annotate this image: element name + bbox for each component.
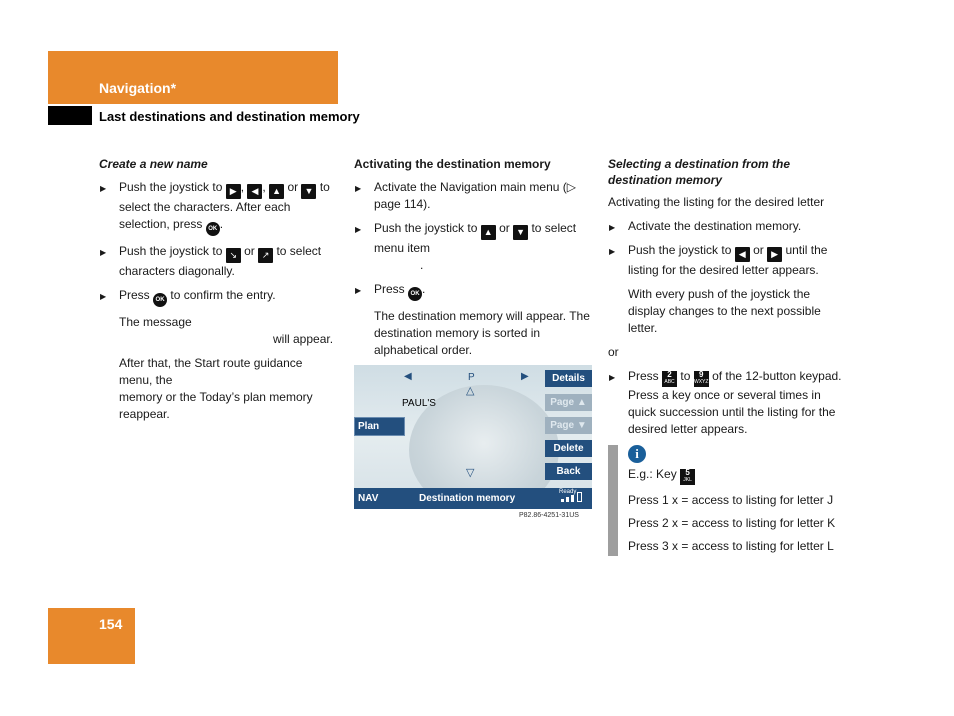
heading-create-name: Create a new name [99, 157, 208, 171]
destination-memory-screen [354, 365, 592, 509]
step-select-characters: ▶ Push the joystick to ▶ , ◀ , ▲ or ▼ to select the characters. After each selection, press OK . [99, 179, 339, 236]
listing-intro: Activating the listing for the desired letter [608, 195, 825, 209]
step-activate-memory: ▶ Activate the destination memory. [608, 218, 848, 235]
page-number: 154 [99, 616, 123, 632]
screen-title: Destination memory [419, 493, 516, 504]
column-activate-memory [354, 156, 594, 366]
back-button[interactable]: Back [545, 463, 592, 480]
step-push-joystick: ▶ Push the joystick to ◀ or ▶ until the listing for the desired letter appears. [608, 242, 848, 279]
heading-select-destination: Selecting a destination from the destination memory [608, 157, 791, 187]
ok-button-icon: OK [408, 287, 422, 301]
example-press-2: Press 2 x = access to listing for letter K [628, 516, 836, 530]
letter-left-arrow-icon: ◀ [404, 371, 412, 382]
signal-bar-icon [571, 495, 574, 502]
step-keypad: ▶ Press 2 ABC to 9 WXYZ of the 12-button keypad. Press a key once or several times in quick succession until the listing for the desired letter appears. [608, 368, 848, 438]
current-letter: P [468, 372, 475, 383]
scroll-down-icon: ▽ [466, 467, 475, 479]
message-note: The message will appear. [119, 315, 334, 346]
page-down-button[interactable]: Page ▼ [545, 417, 592, 434]
heading-activate-memory: Activating the destination memory [354, 157, 551, 171]
joystick-left-icon: ◀ [247, 184, 262, 199]
or-separator: or [608, 345, 619, 359]
nav-label: NAV [358, 493, 379, 504]
delete-button[interactable]: Delete [545, 440, 592, 457]
page-up-button[interactable]: Page ▲ [545, 394, 592, 411]
joystick-left-icon: ◀ [735, 247, 750, 262]
subtitle-marker [48, 106, 92, 125]
plan-button[interactable]: Plan [354, 417, 405, 436]
joystick-right-icon: ▶ [767, 247, 782, 262]
column-create-name [99, 156, 339, 430]
column-select-destination [608, 156, 848, 445]
step-diagonal: ▶ Push the joystick to ↘ or ↗ to select characters diagonally. [99, 243, 339, 280]
joystick-diagonal-up-icon: ↗ [258, 248, 273, 263]
step-main-menu: ▶ Activate the Navigation main menu (▷ page 114). [354, 179, 594, 213]
ok-button-icon: OK [206, 222, 220, 236]
joystick-down-icon: ▼ [513, 225, 528, 240]
return-note: After that, the Start route guidance menu, the memory or the Today’s plan memory reappear. [119, 356, 313, 421]
image-code: P82.86-4251-31US [519, 512, 579, 519]
ok-button-icon: OK [153, 293, 167, 307]
info-sidebar [608, 445, 618, 556]
ready-label: Ready [559, 489, 577, 495]
keypad-2-icon: 2 ABC [662, 371, 677, 387]
details-button[interactable]: Details [545, 370, 592, 387]
keypad-9-icon: 9 WXYZ [694, 370, 709, 385]
example-press-1: Press 1 x = access to listing for letter J [628, 493, 834, 507]
joystick-down-icon: ▼ [301, 184, 316, 199]
joystick-up-icon: ▲ [269, 184, 284, 199]
signal-bar-icon [561, 499, 564, 502]
scroll-up-icon: △ [466, 385, 475, 397]
joystick-note: With every push of the joystick the display changes to the next possible letter. [628, 287, 821, 335]
example-press-3: Press 3 x = access to listing for letter L [628, 539, 834, 553]
memory-entry: PAUL'S [402, 398, 436, 409]
letter-right-arrow-icon: ▶ [521, 371, 529, 382]
section-title: Navigation* [99, 80, 177, 96]
step-select-menu-item: ▶ Push the joystick to ▲ or ▼ to select menu item . [354, 220, 594, 274]
header-banner [48, 51, 338, 104]
example-key: E.g.: Key 5 JKL [628, 466, 835, 485]
page-subtitle: Last destinations and destination memory [99, 109, 360, 124]
info-icon: i [628, 445, 646, 463]
step-confirm: ▶ Press OK to confirm the entry. [99, 287, 339, 307]
battery-icon [577, 492, 582, 502]
joystick-up-icon: ▲ [481, 225, 496, 240]
joystick-diagonal-down-icon: ↘ [226, 248, 241, 263]
step-press-ok: ▶ Press OK . [354, 281, 594, 301]
joystick-right-icon: ▶ [226, 184, 241, 199]
example-block [628, 466, 835, 555]
memory-note: The destination memory will appear. The destination memory is sorted in alphabetical order. [374, 309, 590, 357]
signal-bar-icon [566, 497, 569, 502]
keypad-5-icon: 5 JKL [680, 469, 695, 485]
status-bar [354, 488, 592, 509]
